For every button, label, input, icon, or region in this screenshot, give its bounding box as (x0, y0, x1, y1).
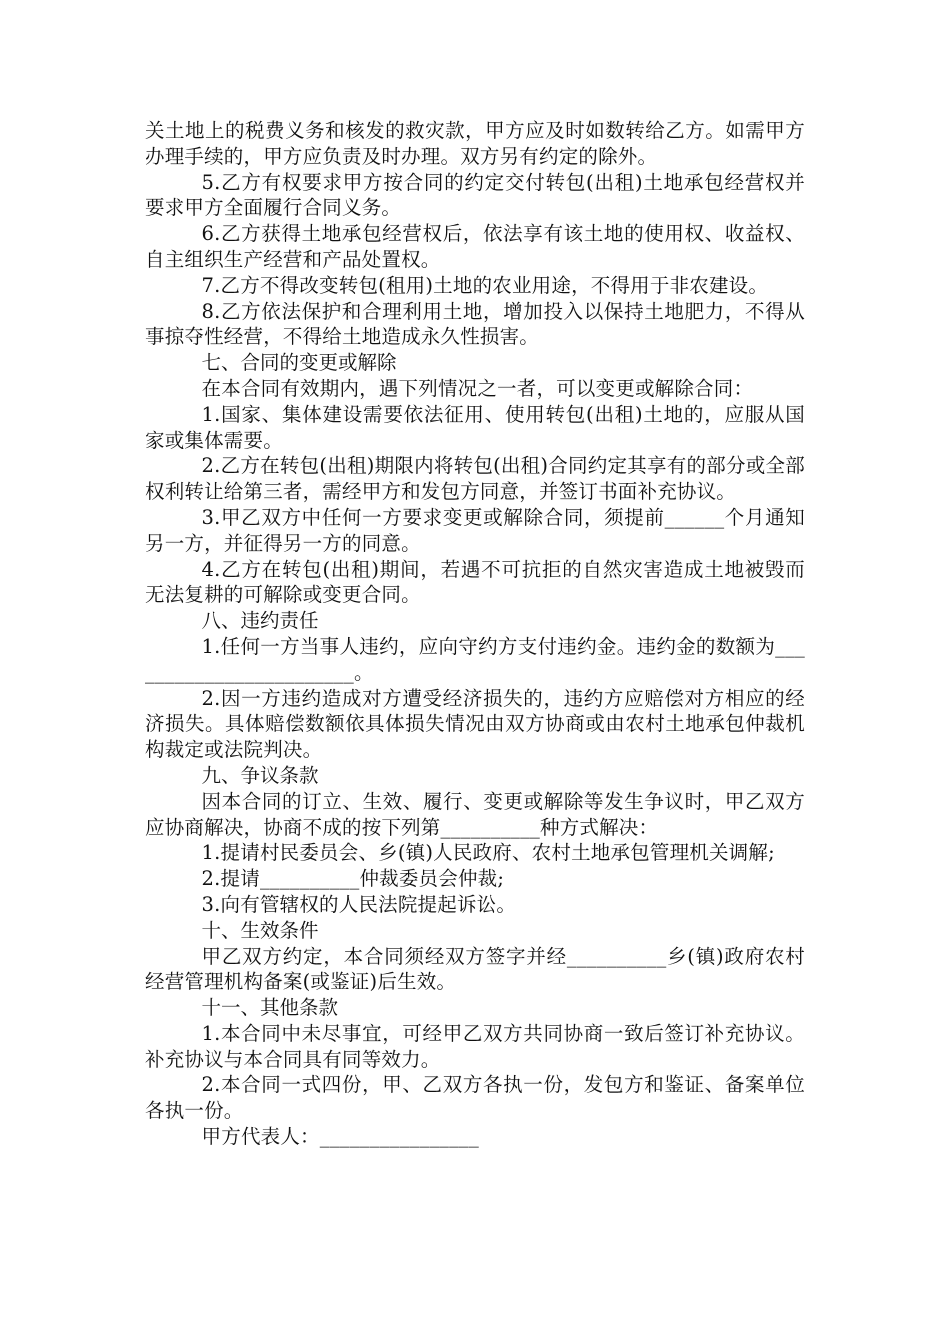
section-9-intro: 因本合同的订立、生效、履行、变更或解除等发生争议时，甲乙双方应协商解决，协商不成的按下列第__________种方式解决： (145, 789, 805, 839)
clause-7-4: 4.乙方在转包(出租)期间，若遇不可抗拒的自然灾害造成土地被毁而无法复耕的可解除或变更合同。 (145, 557, 805, 607)
section-heading-10: 十、生效条件 (201, 918, 319, 942)
section-heading-11: 十一、其他条款 (201, 996, 339, 1020)
clause-6-8: 8.乙方依法保护和合理利用土地，增加投入以保持土地肥力，不得从事掠夺性经营，不得给土地造成永久性损害。 (145, 299, 805, 349)
clause-6-7: 7.乙方不得改变转包(租用)土地的农业用途，不得用于非农建设。 (201, 273, 769, 297)
section-7-intro: 在本合同有效期内，遇下列情况之一者，可以变更或解除合同： (201, 376, 754, 400)
section-heading-8: 八、违约责任 (201, 609, 319, 633)
clause-9-2: 2.提请__________仲裁委员会仲裁; (201, 867, 505, 891)
clause-6-5: 5.乙方有权要求甲方按合同的约定交付转包(出租)土地承包经营权并要求甲方全面履行合同义务。 (145, 170, 805, 220)
section-heading-7: 七、合同的变更或解除 (201, 351, 397, 375)
clause-8-2: 2.因一方违约造成对方遭受经济损失的，违约方应赔偿对方相应的经济损失。具体赔偿数额依具体损失情况由双方协商或由农村土地承包仲裁机构裁定或法院判决。 (145, 686, 805, 762)
clause-7-1: 1.国家、集体建设需要依法征用、使用转包(出租)土地的，应服从国家或集体需要。 (145, 402, 805, 452)
clause-7-3: 3.甲乙双方中任何一方要求变更或解除合同，须提前______个月通知另一方，并征得另一方的同意。 (145, 505, 805, 555)
clause-8-1: 1.任何一方当事人违约，应向守约方支付违约金。违约金的数额为________________________。 (145, 634, 805, 684)
clause-11-1: 1.本合同中未尽事宜，可经甲乙双方共同协商一致后签订补充协议。补充协议与本合同具有同等效力。 (145, 1021, 805, 1071)
section-10-text: 甲乙双方约定，本合同须经双方签字并经__________乡(镇)政府农村经营管理机构备案(或鉴证)后生效。 (145, 944, 805, 994)
paragraph-tax-obligations: 关土地上的税费义务和核发的救灾款，甲方应及时如数转给乙方。如需甲方办理手续的，甲方应负责及时办理。双方另有约定的除外。 (145, 119, 805, 168)
clause-9-3: 3.向有管辖权的人民法院提起诉讼。 (201, 892, 517, 916)
clause-9-1: 1.提请村民委员会、乡(镇)人民政府、农村土地承包管理机关调解; (201, 841, 775, 865)
clause-7-2: 2.乙方在转包(出租)期限内将转包(出租)合同约定其享有的部分或全部权利转让给第三者，需经甲方和发包方同意，并签订书面补充协议。 (145, 454, 805, 504)
party-a-representative-line: 甲方代表人：________________ (201, 1125, 479, 1149)
section-heading-9: 九、争议条款 (201, 763, 319, 787)
clause-6-6: 6.乙方获得土地承包经营权后，依法享有该土地的使用权、收益权、自主组织生产经营和产品处置权。 (145, 222, 805, 271)
clause-11-2: 2.本合同一式四份，甲、乙双方各执一份，发包方和鉴证、备案单位各执一份。 (145, 1073, 805, 1123)
